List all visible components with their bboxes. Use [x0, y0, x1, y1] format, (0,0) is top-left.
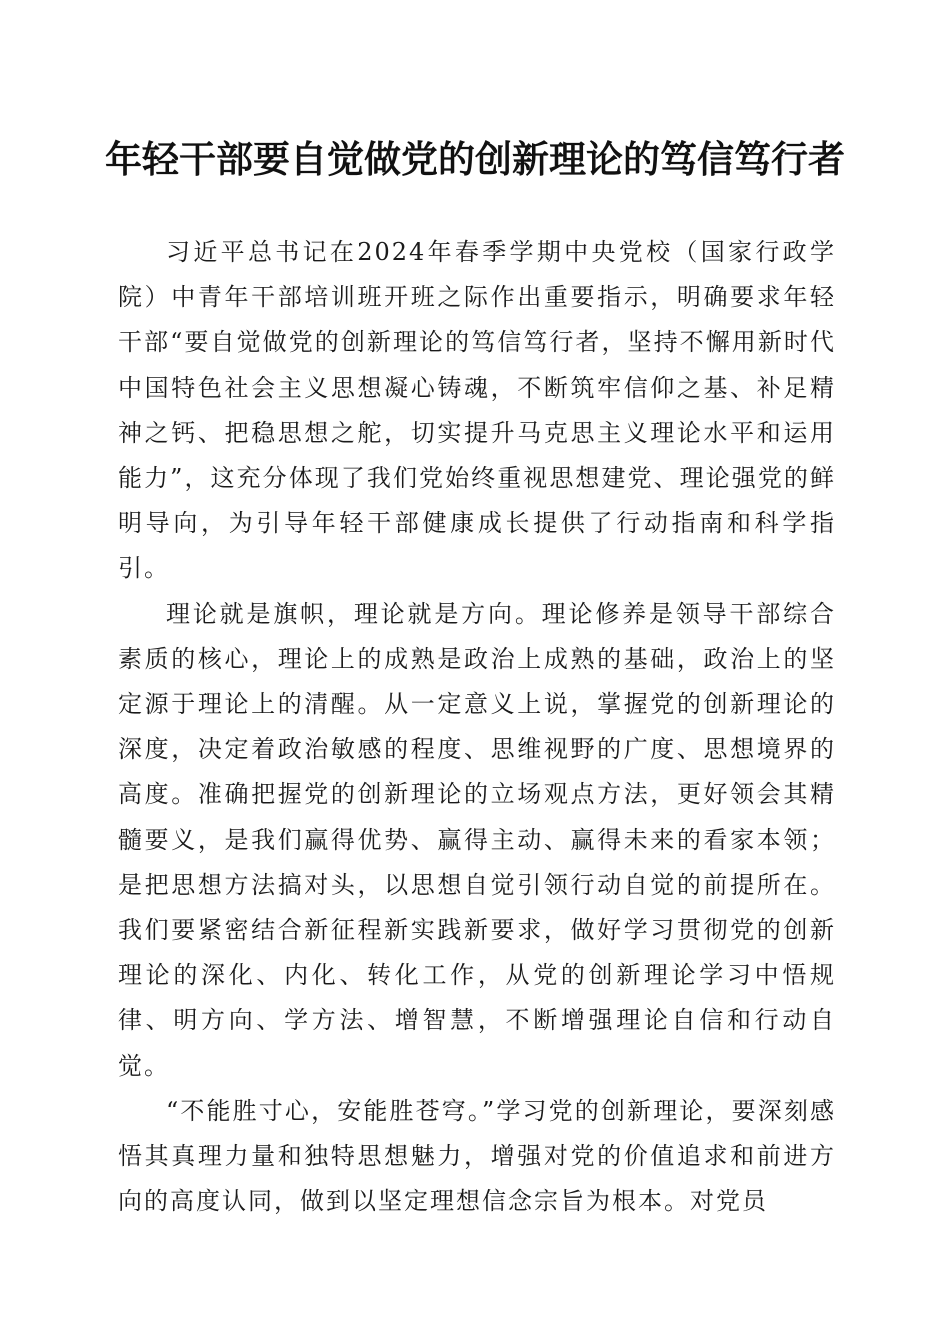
document-title: 年轻干部要自觉做党的创新理论的笃信笃行者: [105, 137, 845, 181]
paragraph-3: “不能胜寸心，安能胜苍穹。”学习党的创新理论，要深刻感悟其真理力量和独特思想魅力，增强对党的价值追求和前进方向的高度认同，做到以坚定理想信念宗旨为根本。对党员: [118, 1096, 836, 1216]
paragraph-2: 理论就是旗帜，理论就是方向。理论修养是领导干部综合素质的核心，理论上的成熟是政治上成熟的基础，政治上的坚定源于理论上的清醒。从一定意义上说，掌握党的创新理论的深度，决定着政治敏感的程度、思维视野的广度、思想境界的高度。准确把握党的创新理论的立场观点方法，更好领会其精髓要义，是我们赢得优势、赢得主动、赢得未来的看家本领；是把思想方法搞对头，以思想自觉引领行动自觉的前提所在。我们要紧密结合新征程新实践新要求，做好学习贯彻党的创新理论的深化、内化、转化工作，从党的创新理论学习中悟规律、明方向、学方法、增智慧，不断增强理论自信和行动自觉。: [118, 599, 836, 1080]
paragraph-1: 习近平总书记在2024年春季学期中央党校（国家行政学院）中青年干部培训班开班之际作出重要指示，明确要求年轻干部“要自觉做党的创新理论的笃信笃行者，坚持不懈用新时代中国特色社会主义思想凝心铸魂，不断筑牢信仰之基、补足精神之钙、把稳思想之舵，切实提升马克思主义理论水平和运用能力”，这充分体现了我们党始终重视思想建党、理论强党的鲜明导向，为引导年轻干部健康成长提供了行动指南和科学指引。: [118, 238, 836, 583]
document-body: [118, 230, 836, 1224]
